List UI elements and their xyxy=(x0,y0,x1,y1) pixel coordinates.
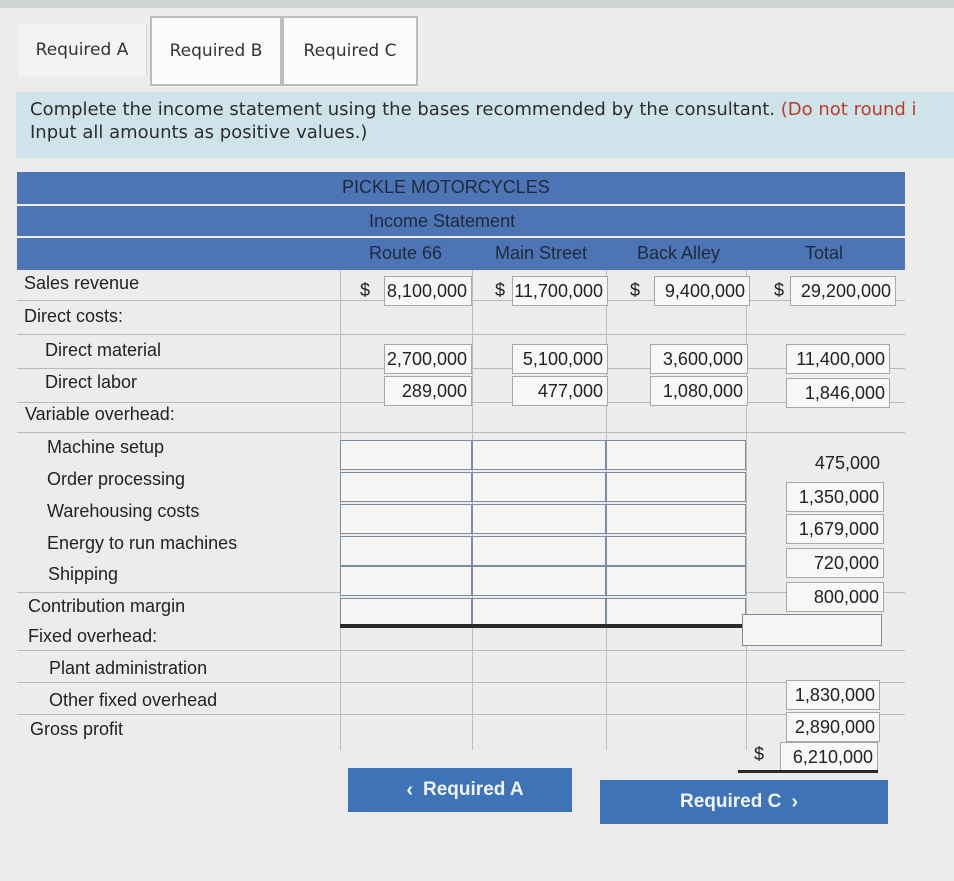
dl-total[interactable]: 1,846,000 xyxy=(786,378,890,408)
energy-total[interactable]: 720,000 xyxy=(786,548,884,578)
energy-route66-input[interactable] xyxy=(340,536,472,566)
label-fixed-overhead: Fixed overhead: xyxy=(28,626,158,646)
label-energy: Energy to run machines xyxy=(47,533,238,553)
dl-back-alley[interactable]: 1,080,000 xyxy=(650,376,748,406)
statement-column-headers xyxy=(17,238,905,270)
tab-bar xyxy=(18,14,954,86)
cm-total-input[interactable] xyxy=(742,614,882,646)
sales-back-alley[interactable]: 9,400,000 xyxy=(654,276,750,306)
shipping-route66-input[interactable] xyxy=(340,566,472,596)
instruction-banner xyxy=(16,92,954,158)
other-fixed-total[interactable]: 2,890,000 xyxy=(786,712,880,742)
sales-total[interactable]: 29,200,000 xyxy=(790,276,896,306)
label-warehousing: Warehousing costs xyxy=(47,501,200,521)
total-underline xyxy=(340,624,742,628)
tab-required-b[interactable]: Required B xyxy=(150,16,282,86)
label-contribution-margin: Contribution margin xyxy=(28,596,186,616)
machine-setup-route66-input[interactable] xyxy=(340,440,472,470)
col-route-66: Route 66 xyxy=(369,243,443,263)
chevron-left-icon: ‹ xyxy=(406,778,414,801)
sales-main-street[interactable]: 11,700,000 xyxy=(512,276,608,306)
statement-header-company xyxy=(17,172,905,204)
dm-main-street[interactable]: 5,100,000 xyxy=(512,344,608,374)
warehousing-back-alley-input[interactable] xyxy=(606,504,746,534)
chevron-right-icon: › xyxy=(791,790,799,813)
company-name: PICKLE MOTORCYCLES xyxy=(342,177,550,197)
label-direct-labor: Direct labor xyxy=(45,372,138,392)
label-plant-administration: Plant administration xyxy=(49,658,208,678)
label-direct-material: Direct material xyxy=(45,340,162,360)
warehousing-total[interactable]: 1,679,000 xyxy=(786,514,884,544)
label-other-fixed-overhead: Other fixed overhead xyxy=(49,690,218,710)
energy-main-street-input[interactable] xyxy=(472,536,606,566)
label-order-processing: Order processing xyxy=(47,469,186,489)
tab-required-a[interactable]: Required A xyxy=(18,24,147,76)
dm-total[interactable]: 11,400,000 xyxy=(786,344,890,374)
dl-main-street[interactable]: 477,000 xyxy=(512,376,608,406)
shipping-back-alley-input[interactable] xyxy=(606,566,746,596)
double-underline xyxy=(738,770,878,773)
label-shipping: Shipping xyxy=(48,564,119,584)
statement-header-title xyxy=(17,206,905,236)
dm-back-alley[interactable]: 3,600,000 xyxy=(650,344,748,374)
plant-admin-total[interactable]: 1,830,000 xyxy=(786,680,880,710)
warehousing-route66-input[interactable] xyxy=(340,504,472,534)
label-gross-profit: Gross profit xyxy=(30,719,124,739)
warehousing-main-street-input[interactable] xyxy=(472,504,606,534)
order-processing-route66-input[interactable] xyxy=(340,472,472,502)
prev-button-label: Required A xyxy=(423,779,524,800)
row-divider xyxy=(17,432,905,433)
tab-required-c[interactable]: Required C xyxy=(282,16,418,86)
currency-symbol: $ xyxy=(754,744,765,764)
row-divider xyxy=(17,714,905,715)
label-variable-overhead: Variable overhead: xyxy=(25,404,175,424)
row-divider xyxy=(17,334,905,335)
currency-symbol: $ xyxy=(360,280,371,300)
order-processing-back-alley-input[interactable] xyxy=(606,472,746,502)
row-divider xyxy=(17,682,905,683)
label-machine-setup: Machine setup xyxy=(47,437,165,457)
machine-setup-back-alley-input[interactable] xyxy=(606,440,746,470)
shipping-main-street-input[interactable] xyxy=(472,566,606,596)
order-processing-total[interactable]: 1,350,000 xyxy=(786,482,884,512)
shipping-total[interactable]: 800,000 xyxy=(786,582,884,612)
label-sales-revenue: Sales revenue xyxy=(24,273,140,293)
machine-setup-total: 475,000 xyxy=(814,453,880,473)
next-button-label: Required C xyxy=(679,791,782,812)
top-bar xyxy=(0,0,954,8)
row-divider xyxy=(17,650,905,651)
instruction-text-2: Input all amounts as positive values.) xyxy=(30,122,368,143)
currency-symbol: $ xyxy=(774,280,785,300)
currency-symbol: $ xyxy=(630,280,641,300)
instruction-text: Complete the income statement using the bases recommended by the consultant. xyxy=(30,99,776,120)
dl-route66[interactable]: 289,000 xyxy=(384,376,472,406)
dm-route66[interactable]: 2,700,000 xyxy=(384,344,472,374)
col-divider xyxy=(746,270,747,750)
energy-back-alley-input[interactable] xyxy=(606,536,746,566)
col-back-alley: Back Alley xyxy=(637,243,721,263)
machine-setup-main-street-input[interactable] xyxy=(472,440,606,470)
gross-profit-total[interactable]: 6,210,000 xyxy=(780,742,878,772)
sales-route66[interactable]: 8,100,000 xyxy=(384,276,472,306)
order-processing-main-street-input[interactable] xyxy=(472,472,606,502)
statement-title: Income Statement xyxy=(369,211,516,231)
next-required-c-button[interactable] xyxy=(600,780,888,824)
col-total: Total xyxy=(805,243,844,263)
label-direct-costs: Direct costs: xyxy=(24,306,124,326)
col-main-street: Main Street xyxy=(495,243,588,263)
prev-required-a-button[interactable] xyxy=(348,768,572,812)
instruction-rounding-note: (Do not round i xyxy=(780,99,917,120)
currency-symbol: $ xyxy=(495,280,506,300)
